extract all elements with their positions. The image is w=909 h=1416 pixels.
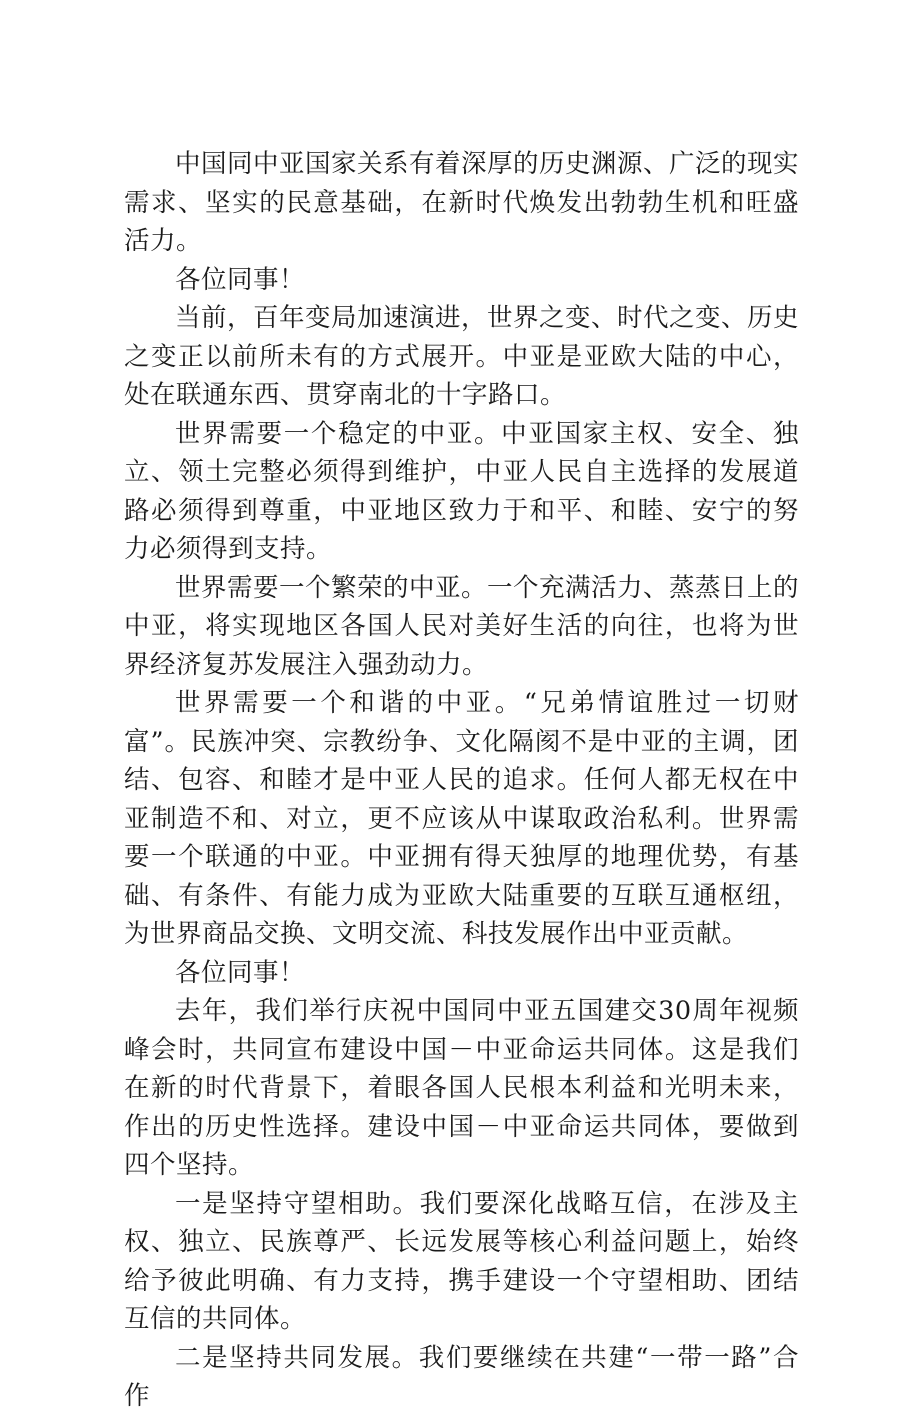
paragraph: 中国同中亚国家关系有着深厚的历史渊源、广泛的现实需求、坚实的民意基础，在新时代焕发出勃勃生机和旺盛活力。: [124, 149, 800, 256]
paragraph: 当前，百年变局加速演进，世界之变、时代之变、历史之变正以前所未有的方式展开。中亚是亚欧大陆的中心，处在联通东西、贯穿南北的十字路口。: [124, 303, 800, 410]
paragraph: 一是坚持守望相助。我们要深化战略互信，在涉及主权、独立、民族尊严、长远发展等核心利益问题上，始终给予彼此明确、有力支持，携手建设一个守望相助、团结互信的共同体。: [124, 1188, 799, 1334]
salutation: 各位同事！: [175, 264, 306, 295]
paragraph: 世界需要一个和谐的中亚。“兄弟情谊胜过一切财富”。民族冲突、宗教纷争、文化隔阂不是中亚的主调，团结、包容、和睦才是中亚人民的追求。任何人都无权在中亚制造不和、对立，更不应该从中谋取政治私利。世界需要一个联通的中亚。中亚拥有得天独厚的地理优势，有基础、有条件、有能力成为亚欧大陆重要的互联互通枢纽，为世界商品交换、文明交流、科技发展作出中亚贡献。: [124, 688, 799, 949]
paragraph: 世界需要一个繁荣的中亚。一个充满活力、蒸蒸日上的中亚，将实现地区各国人民对美好生活的向往，也将为世界经济复苏发展注入强劲动力。: [124, 572, 800, 680]
paragraph: 二是坚持共同发展。我们要继续在共建“一带一路”合作: [124, 1342, 799, 1411]
document-body: [124, 145, 799, 1416]
salutation: 各位同事！: [175, 957, 306, 988]
paragraph: 世界需要一个稳定的中亚。中亚国家主权、安全、独立、领土完整必须得到维护，中亚人民自主选择的发展道路必须得到尊重，中亚地区致力于和平、和睦、安宁的努力必须得到支持。: [124, 418, 799, 564]
paragraph: 去年，我们举行庆祝中国同中亚五国建交30周年视频峰会时，共同宣布建设中国－中亚命运共同体。这是我们在新的时代背景下，着眼各国人民根本利益和光明未来，作出的历史性选择。建设中国－中亚命运共同体，要做到四个坚持。: [124, 996, 799, 1180]
